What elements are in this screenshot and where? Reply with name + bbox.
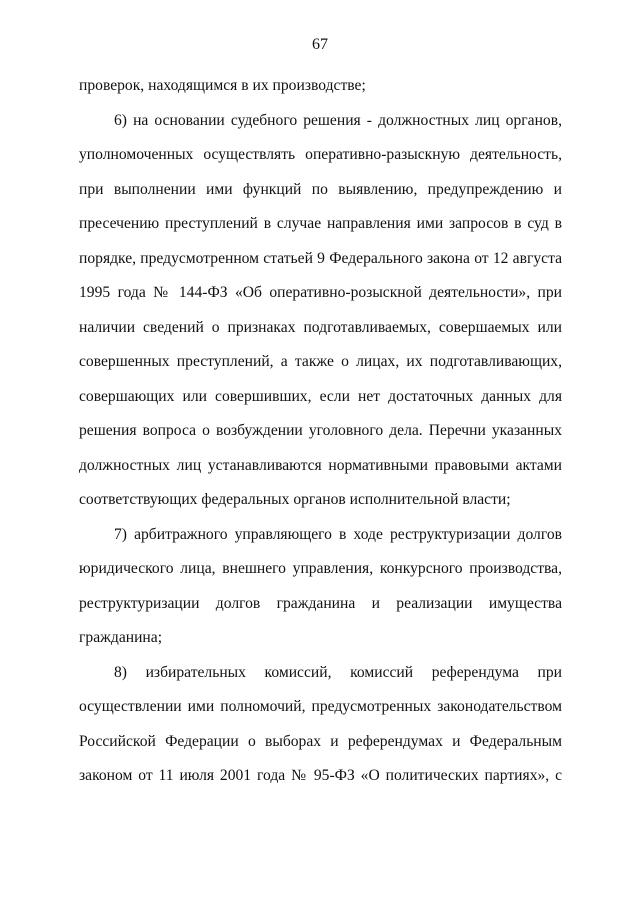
document-body: [79, 69, 562, 794]
page-number: 67: [312, 36, 328, 53]
paragraph-continuation: проверок, находящимся в их производстве;: [79, 77, 366, 94]
paragraph-item-7: 7) арбитражного управляющего в ходе реструктуризации долгов юридического лица, внешнего управления, конкурсного производства, реструктуризации долгов гражданина и реализации имущества гражданина;: [79, 525, 562, 646]
paragraph-item-8: 8) избирательных комиссий, комиссий референдума при осуществлении ими полномочий, предусмотренных законодательством Российской Федерации о выборах и референдумах и Федеральным законом от 11 июля 2001 года № 95-ФЗ «О политических партиях», с: [79, 663, 562, 784]
paragraph-item-6: 6) на основании судебного решения - должностных лиц органов, уполномоченных осуществлять оперативно-разыскную деятельность, при выполнении ими функций по выявлению, предупреждению и пресечению преступлений в случае направления ими запросов в суд в порядке, предусмотренном статьей 9 Федерального закона от 12 августа 1995 года № 144-ФЗ «Об оперативно-розыскной деятельности», при наличии сведений о признаках подготавливаемых, совершаемых или совершенных преступлений, а также о лицах, их подготавливающих, совершающих или совершивших, если нет достаточных данных для решения вопроса о возбуждении уголовного дела. Перечни указанных должностных лиц устанавливаются нормативными правовыми актами соответствующих федеральных органов исполнительной власти;: [79, 111, 562, 508]
